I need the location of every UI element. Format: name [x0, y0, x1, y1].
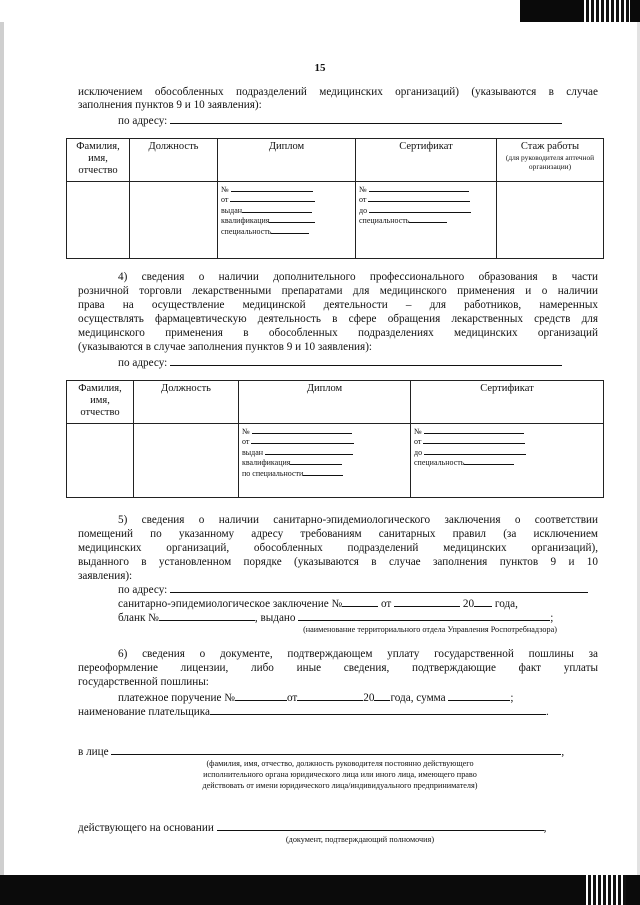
- table-header-row: [67, 381, 604, 424]
- section6-line-3: государственной пошлины:: [78, 676, 209, 688]
- payment-from-label: от: [286, 692, 298, 704]
- table-header-row: [67, 139, 604, 182]
- conclusion-label: санитарно-эпидемиологическое заключение №: [118, 598, 343, 610]
- representative-field[interactable]: [111, 744, 561, 755]
- header-diploma: Диплом: [239, 381, 411, 424]
- cell-certificate: [356, 182, 497, 259]
- diploma-issued-field: выдан: [242, 447, 407, 457]
- table-row: [67, 424, 604, 498]
- section4-line-2: розничной торговли лекарственными препаратами для медицинского применения и о наличии: [78, 285, 598, 297]
- cell-fio[interactable]: [67, 424, 134, 498]
- representative-label: в лице: [78, 746, 109, 758]
- diploma-number-field: №: [242, 426, 407, 436]
- header-position: Должность: [130, 139, 218, 182]
- blank-label: бланк №: [118, 612, 159, 624]
- conclusion-year-suffix: года,: [494, 598, 518, 610]
- diploma-from-field: от: [221, 194, 352, 204]
- section6-line-2: переоформление лицензии, либо иные сведения, подтверждающие факт уплаты: [78, 662, 598, 674]
- payment-order-label: платежное поручение №: [118, 692, 235, 704]
- diploma-number-field: №: [221, 184, 352, 194]
- cell-diploma: [239, 424, 411, 498]
- header-diploma: Диплом: [218, 139, 356, 182]
- basis-field[interactable]: [217, 820, 544, 831]
- payment-amount-field[interactable]: [448, 690, 510, 701]
- scan-artifact-bottom: [0, 875, 640, 905]
- issued-label: , выдано: [254, 612, 296, 624]
- section4-line-1: 4) сведения о наличии дополнительного профессионального образования в части: [118, 271, 598, 283]
- intro-line-1: исключением обособленных подразделений медицинских организаций) (указываются в случае: [78, 86, 598, 98]
- section5-line-2: помещений по указанному адресу требованиям санитарных правил (за исключением: [78, 528, 598, 540]
- cert-specialty-field: специальность: [414, 457, 600, 467]
- rospotrebnadzor-caption: (наименование территориального отдела Управления Роспотребнадзора): [303, 625, 557, 634]
- cert-to-field: до: [414, 447, 600, 457]
- sanitary-conclusion-row: [118, 596, 518, 611]
- address-label: по адресу:: [118, 357, 168, 369]
- diploma-from-field: от: [242, 436, 407, 446]
- diploma-qualification-field: квалификация: [221, 215, 352, 225]
- section4-line-4: осуществлять фармацевтическую деятельность в сфере обращения лекарственных средств для: [78, 313, 598, 325]
- diploma-issued-field: выдан: [221, 205, 352, 215]
- diploma-qualification-field: квалификация: [242, 457, 407, 467]
- representative-row: в лице ,: [78, 746, 565, 758]
- address-field[interactable]: [170, 355, 562, 366]
- section4-line-5: медицинского применения в обособленных подразделениях медицинских организаций: [78, 327, 598, 339]
- section6-line-1: 6) сведения о документе, подтверждающем уплату государственной пошлины за: [118, 648, 598, 660]
- payment-year-prefix: 20: [363, 692, 375, 704]
- scan-artifact-left: [0, 22, 4, 875]
- section4-line-6: (указываются в случае заполнения пунктов 9 и 10 заявления):: [78, 341, 373, 353]
- cert-to-field: до: [359, 205, 493, 215]
- header-position: Должность: [134, 381, 239, 424]
- payer-label: наименование плательщика: [78, 706, 211, 718]
- payment-year-field[interactable]: [374, 690, 390, 701]
- blank-row: бланк № , выдано ;: [118, 612, 554, 624]
- header-certificate: Сертификат: [356, 139, 497, 182]
- issued-by-field[interactable]: [298, 610, 550, 621]
- header-experience-label: Стаж работы: [520, 141, 580, 152]
- table-row: [67, 182, 604, 259]
- header-experience: [497, 139, 604, 182]
- scan-artifact-top: [520, 0, 640, 22]
- address-row-2: [118, 355, 562, 370]
- basis-row: действующего на основании ,: [78, 822, 547, 834]
- cell-experience[interactable]: [497, 182, 604, 259]
- conclusion-year-prefix: 20: [462, 598, 475, 610]
- representative-caption-2: исполнительного органа юридического лица или иного лица, имеющего право: [203, 770, 477, 779]
- payment-date-field[interactable]: [297, 690, 363, 701]
- conclusion-year-field[interactable]: [474, 596, 492, 607]
- cert-number-field: №: [359, 184, 493, 194]
- intro-line-2: заполнения пунктов 9 и 10 заявления):: [78, 99, 262, 111]
- representative-caption-1: (фамилия, имя, отчество, должность руководителя постоянно действующего: [206, 759, 474, 768]
- header-experience-note: (для руководителя аптечной организации): [505, 153, 595, 171]
- address-field[interactable]: [170, 582, 588, 593]
- conclusion-number-field[interactable]: [342, 596, 378, 607]
- payer-row: наименование плательщика .: [78, 706, 549, 718]
- section5-line-4: выданного в установленном порядке (указываются в случае заполнения пунктов 9 и 10: [78, 556, 598, 568]
- payment-order-row: платежное поручение № от 20 года, сумма ;: [118, 692, 514, 704]
- address-label: по адресу:: [118, 115, 168, 127]
- header-fio: Фамилия, имя, отчество: [67, 139, 130, 182]
- cell-position[interactable]: [130, 182, 218, 259]
- header-fio: Фамилия, имя, отчество: [67, 381, 134, 424]
- cell-fio[interactable]: [67, 182, 130, 259]
- payment-order-number-field[interactable]: [235, 690, 287, 701]
- cert-specialty-field: специальность: [359, 215, 493, 225]
- cert-number-field: №: [414, 426, 600, 436]
- cell-position[interactable]: [134, 424, 239, 498]
- staff-table-2: [66, 380, 604, 498]
- blank-number-field[interactable]: [159, 610, 255, 621]
- section5-line-3: медицинских организаций, обособленных подразделений медицинских организаций),: [78, 542, 598, 554]
- page-number: 15: [314, 62, 326, 74]
- staff-table-1: [66, 138, 604, 259]
- diploma-specialty-field: по специальности: [242, 468, 407, 478]
- address-label: по адресу:: [118, 584, 168, 596]
- basis-label: действующего на основании: [78, 822, 214, 834]
- representative-caption-3: действовать от имени юридического лица/индивидуального предпринимателя): [202, 781, 478, 790]
- payment-year-suffix: года, сумма: [390, 692, 446, 704]
- section5-line-1: 5) сведения о наличии санитарно-эпидемиологического заключения о соответствии: [118, 514, 598, 526]
- cell-diploma: [218, 182, 356, 259]
- basis-caption: (документ, подтверждающий полномочия): [285, 835, 435, 844]
- address-row-1: [118, 113, 562, 128]
- payer-name-field[interactable]: [210, 704, 546, 715]
- cert-from-field: от: [414, 436, 600, 446]
- section5-line-5: заявления):: [78, 570, 133, 582]
- diploma-specialty-field: специальность: [221, 226, 352, 236]
- conclusion-from-label: от: [380, 598, 392, 610]
- cert-from-field: от: [359, 194, 493, 204]
- header-certificate: Сертификат: [411, 381, 604, 424]
- conclusion-date-field[interactable]: [394, 596, 460, 607]
- section4-line-3: права на осуществление медицинской деятельности – для работников, намеренных: [78, 299, 598, 311]
- address-row-3: [118, 582, 588, 597]
- address-field[interactable]: [170, 113, 562, 124]
- cell-certificate: [411, 424, 604, 498]
